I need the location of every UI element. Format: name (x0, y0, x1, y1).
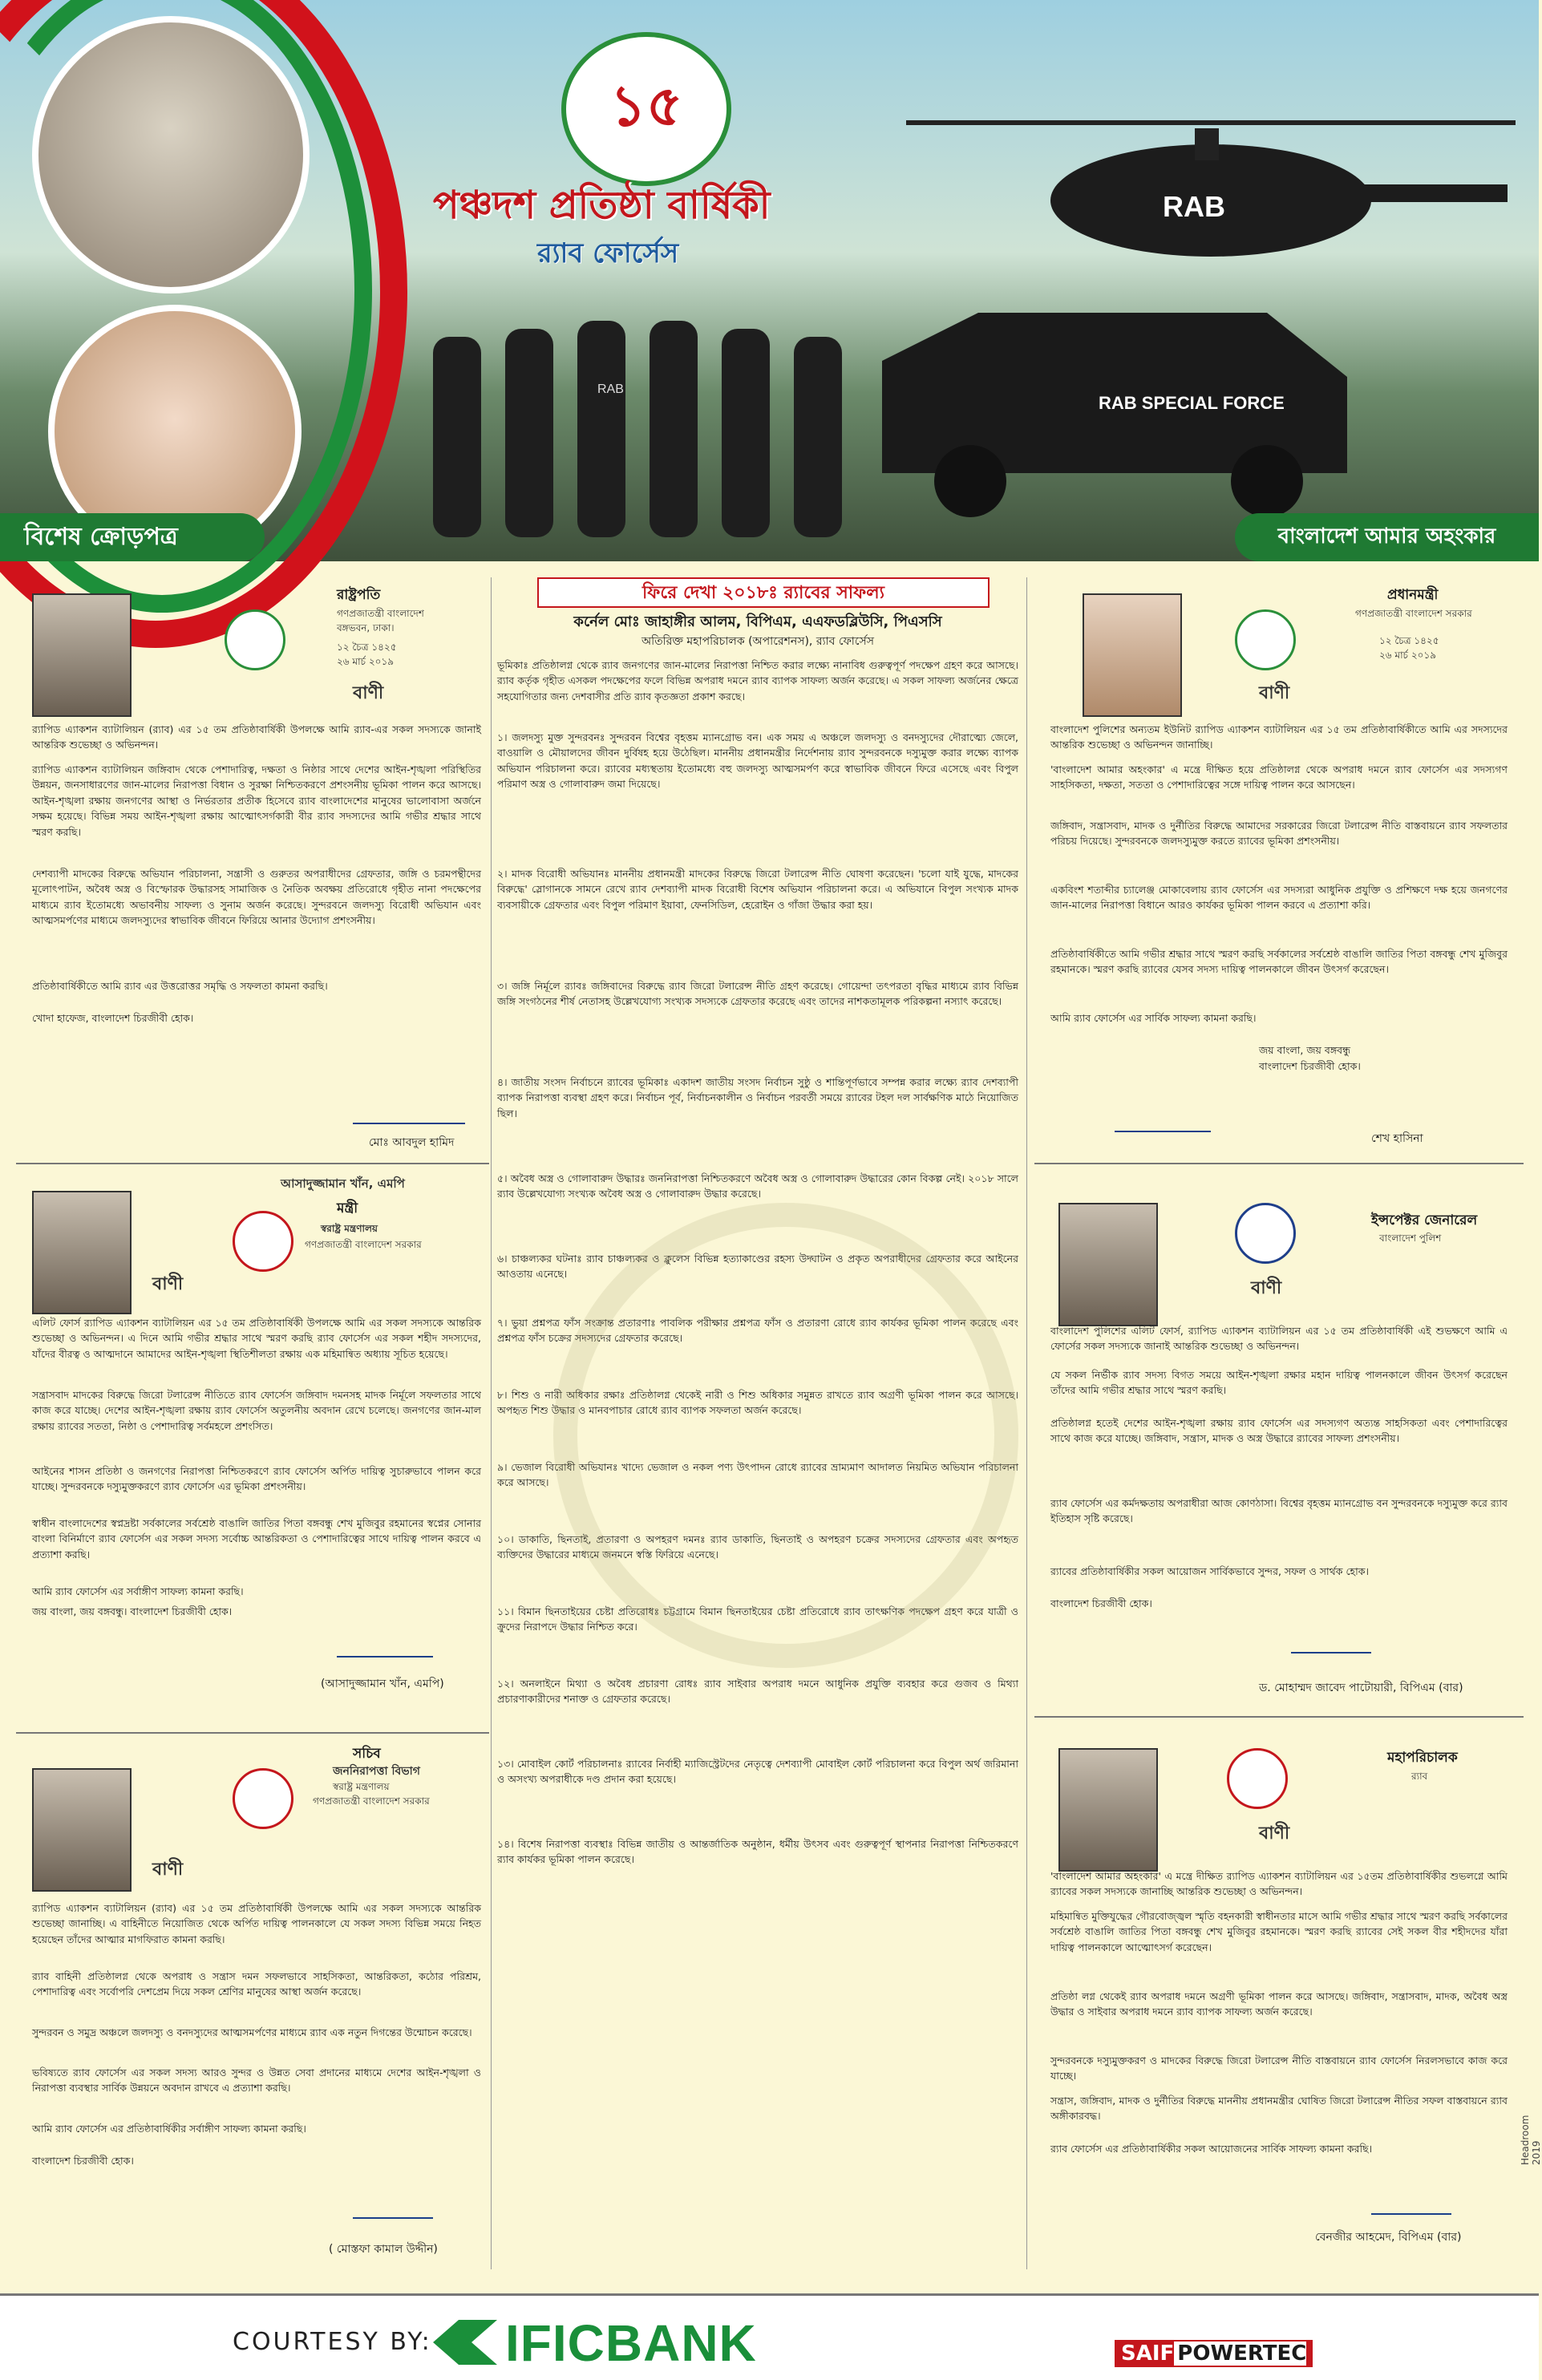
rab-emblem-icon (1227, 1748, 1288, 1809)
ific-bank-logo: IFICBANK (505, 2314, 757, 2372)
dg-para-6: র‍্যাব ফোর্সেস এর প্রতিষ্ঠাবার্ষিকীর সকল আয়োজনের সার্বিক সাফল্য কামনা করছি। (1050, 2143, 1373, 2155)
secretary-para-1: র‍্যাপিড এ্যাকশন ব্যাটালিয়ন (র‍্যাব) এর ১৫ তম প্রতিষ্ঠাবার্ষিকী উপলক্ষে আমি এর সকল সদস্যকে আন্তরিক শুভেচ্ছা জানাচ্ছি। এ বাহিনীতে নিয়োজিত থেকে অর্পিত দায়িত্ব পালনকালে যে সকল সদস্য বিভিন্ন সময়ে নিহত হয়েছেন তাঁদের আত্মার মাগফিরাত কামনা করছি। (32, 1902, 481, 1945)
pm-para-8: বাংলাদেশ চিরজীবী হোক। (1259, 1060, 1361, 1072)
president-name: মোঃ আবদুল হামিদ (369, 1136, 455, 1149)
article-author-role: অতিরিক্ত মহাপরিচালক (অপারেশনস), র‍্যাব ফোর্সেস (641, 635, 874, 648)
article-para: ৪। জাতীয় সংসদ নির্বাচনে র‍্যাবের ভূমিকাঃ একাদশ জাতীয় সংসদ নির্বাচন সুষ্ঠু ও শান্তিপূর্ণভাবে সম্পন্ন করার লক্ষ্যে র‍্যাব দেশব্যাপী ব্যাপক নিরাপত্তা ব্যবস্থা গ্রহণ করে। নির্বাচন পূর্ব, নির্বাচনকালীন ও নির্বাচন পরবর্তী সময়ে র‍্যাবের টহল দল সার্বক্ষণিক মাঠে নিয়োজিত ছিল। (497, 1076, 1018, 1119)
president-date-en: ২৬ মার্চ ২০১৯ (337, 656, 395, 667)
article-para: ১০। ডাকাতি, ছিনতাই, প্রতারণা ও অপহরণ দমনঃ র‍্যাব ডাকাতি, ছিনতাই ও অপহরণ চক্রের সদস্যদের গ্রেফতার এবং অপহৃত ব্যক্তিদের উদ্ধারের মাধ্যমে জনমনে স্বস্তি ফিরিয়ে এনেছে। (497, 1533, 1018, 1561)
dg-para-2: মহিমান্বিত মুক্তিযুদ্ধের গৌরবোজ্জ্বল স্মৃতি বহনকারী স্বাধীনতার মাসে আমি গভীর শ্রদ্ধার সাথে স্মরণ করছি সর্বকালের সর্বশ্রেষ্ঠ বাঙালি জাতির পিতা বঙ্গবন্ধু শেখ মুজিবুর রহমানকে। স্মরণ করছি র‍্যাবের সেই সকল বীর শহীদদের যাঁরা দায়িত্ব পালনকালে আত্মোৎসর্গ করেছেন। (1050, 1910, 1508, 1953)
column-divider-left (491, 577, 492, 2269)
pm-date-en: ২৬ মার্চ ২০১৯ (1379, 650, 1437, 661)
minister-signature (337, 1656, 433, 1658)
saif-powertec-logo (1115, 2340, 1313, 2367)
pm-para-2: 'বাংলাদেশ আমার অহংকার' এ মন্ত্রে দীক্ষিত হয়ে প্রতিষ্ঠালগ্ন থেকে অপরাধ দমনে র‍্যাব ফোর্সেস এর সদস্যগণ সাহসিকতা, দক্ষতা, সততা ও পেশাদারিত্বের সঙ্গে দায়িত্ব পালন করে আসছেন। (1050, 763, 1508, 791)
secretary-emblem-icon (233, 1768, 293, 1829)
igp-para-5: র‍্যাবের প্রতিষ্ঠাবার্ষিকীর সকল আয়োজন সার্বিকভাবে সুন্দর, সফল ও সার্থক হোক। (1050, 1565, 1369, 1577)
separator (16, 1163, 489, 1164)
minister-para-3: আইনের শাসন প্রতিষ্ঠা ও জনগণের নিরাপত্তা নিশ্চিতকরণে র‍্যাব ফোর্সেস অর্পিত দায়িত্ব সুচারুভাবে পালন করে যাচ্ছে। সুন্দরবনকে দস্যুমুক্তকরণে র‍্যাব ফোর্সেস এর ভূমিকা প্রশংসনীয়। (32, 1465, 481, 1493)
soldiers-image (417, 305, 866, 537)
pm-emblem-icon (1235, 609, 1296, 670)
separator (16, 1732, 489, 1734)
secretary-role: সচিব (353, 1746, 381, 1762)
minister-name: (আসাদুজ্জামান খাঁন, এমপি) (321, 1678, 444, 1690)
heli-label: RAB (1163, 190, 1225, 223)
president-para-5: খোদা হাফেজ, বাংলাদেশ চিরজীবী হোক। (32, 1012, 194, 1024)
president-org: গণপ্রজাতন্ত্রী বাংলাদেশ (337, 608, 424, 619)
minister-para-1: এলিট ফোর্স র‍্যাপিড এ্যাকশন ব্যাটালিয়ন এর ১৫ তম প্রতিষ্ঠাবার্ষিকী উপলক্ষে আমি এর সকল সদস্যকে আন্তরিক শুভেচ্ছা ও অভিনন্দন। এ দিনে আমি গভীর শ্রদ্ধার সাথে স্মরণ করছি র‍্যাব ফোর্সেস এর সকল শহীদ সদস্যদের, যাঁদের বীরত্ব ও আত্মদানে আমাদের আইন-শৃঙ্খলা স্থিতিশীলতা রক্ষায় এক মহিমান্বিত অধ্যায় সূচিত হয়েছে। (32, 1317, 481, 1360)
president-para-4: প্রতিষ্ঠাবার্ষিকীতে আমি র‍্যাব এর উত্তরোত্তর সমৃদ্ধি ও সফলতা কামনা করছি। (32, 980, 328, 992)
president-bani-heading: বাণী (353, 683, 384, 703)
article-para: ১৪। বিশেষ নিরাপত্তা ব্যবস্থাঃ বিভিন্ন জাতীয় ও আন্তর্জাতিক অনুষ্ঠান, ধর্মীয় উৎসব এবং গুরুত্বপূর্ণ স্থাপনার নিরাপত্তা নিশ্চিতকরণে র‍্যাব কার্যকর ভূমিকা পালন করেছে। (497, 1838, 1018, 1866)
article-para: ৩। জঙ্গি নির্মূলে র‍্যাবঃ জঙ্গিবাদের বিরুদ্ধে র‍্যাব জিরো টলারেন্স নীতি গ্রহণ করেছে। গোয়েন্দা তৎপরতা বৃদ্ধির মাধ্যমে র‍্যাব বিভিন্ন জঙ্গি সংগঠনের শীর্ষ নেতাসহ উল্লেখযোগ্য সংখ্যক সদস্যকে গ্রেফতার করেছে এবং তাদের নাশকতামূলক পরিকল্পনা নস্যাৎ করেছে। (497, 980, 1018, 1008)
rab-watermark-icon (553, 1203, 1018, 1668)
sponsor-footer (0, 2293, 1539, 2380)
dg-para-5: সন্ত্রাস, জঙ্গিবাদ, মাদক ও দুর্নীতির বিরুদ্ধে মাননীয় প্রধানমন্ত্রীর ঘোষিত জিরো টলারেন্স নীতির সফল বাস্তবায়নে র‍্যাব অঙ্গীকারবদ্ধ। (1050, 2095, 1508, 2123)
president-place: বঙ্গভবন, ঢাকা। (337, 622, 395, 633)
separator (1034, 1716, 1524, 1718)
dg-para-4: সুন্দরবনকে দস্যুমুক্তকরণ ও মাদকের বিরুদ্ধে জিরো টলারেন্স নীতি বাস্তবায়নে র‍্যাব ফোর্সেস নিরলসভাবে কাজ করে যাচ্ছে। (1050, 2054, 1508, 2082)
pm-signature (1115, 1131, 1211, 1132)
helicopter-image (906, 96, 1516, 281)
secretary-name: ( মোস্তফা কামাল উদ্দীন) (329, 2243, 438, 2256)
secretary-bani-heading: বাণী (152, 1860, 184, 1880)
separator (1034, 1163, 1524, 1164)
article-author: কর্নেল মোঃ জাহাঙ্গীর আলম, বিপিএম, এএফডব্লিউসি, পিএসসি (573, 613, 942, 630)
article-para: ১২। অনলাইনে মিথ্যা ও অবৈধ প্রচারণা রোধঃ র‍্যাব সাইবার অপরাধ দমনে আধুনিক প্রযুক্তি ব্যবহার করে গুজব ও মিথ্যা প্রচারণাকারীদের শনাক্ত ও গ্রেফতার করেছে। (497, 1678, 1018, 1706)
minister-para-6: জয় বাংলা, জয় বঙ্গবন্ধু। বাংলাদেশ চিরজীবী হোক। (32, 1605, 233, 1617)
ific-logo-icon (433, 2320, 497, 2365)
minister-para-2: সন্ত্রাসবাদ মাদকের বিরুদ্ধে জিরো টলারেন্স নীতিতে র‍্যাব ফোর্সেস জঙ্গিবাদ দমনসহ মাদক নির্মূলে সফলতার সাথে কাজ করে যাচ্ছে। দেশের আইন-শৃঙ্খলা রক্ষায় র‍্যাব ফোর্সেস অতুলনীয় অবদান রেখে চলেছে। জনগণের জান-মাল রক্ষায় র‍্যাবের সততা, নিষ্ঠা ও পেশাদারিত্ব সর্বমহলে প্রশংসিত। (32, 1389, 481, 1432)
minister-portrait (32, 1191, 132, 1314)
secretary-para-6: বাংলাদেশ চিরজীবী হোক। (32, 2155, 134, 2167)
anniversary-logo (561, 32, 731, 186)
article-para: ১১। বিমান ছিনতাইয়ের চেষ্টা প্রতিরোধঃ চট্টগ্রামে বিমান ছিনতাইয়ের চেষ্টা প্রতিরোধে র‍্যাব তাৎক্ষণিক পদক্ষেপ গ্রহণ করে যাত্রী ও ক্রুদের নিরাপদে উদ্ধার নিশ্চিত করে। (497, 1605, 1018, 1633)
igp-para-1: বাংলাদেশ পুলিশের এলিট ফোর্স, র‍্যাপিড এ্যাকশন ব্যাটালিয়ন এর ১৫ তম প্রতিষ্ঠাবার্ষিকী এই শুভক্ষণে আমি এ ফোর্সের সকল সদস্যকে জানাই আন্তরিক শুভেচ্ছা ও অভিনন্দন। (1050, 1325, 1508, 1353)
armored-vehicle-image (834, 265, 1395, 521)
igp-org: বাংলাদেশ পুলিশ (1379, 1232, 1442, 1244)
dg-role: মহাপরিচালক (1387, 1750, 1458, 1766)
dg-signature (1371, 2213, 1451, 2215)
courtesy-label: COURTESY BY: (233, 2328, 432, 2356)
saif-label: SAIF (1121, 2342, 1175, 2366)
pm-bani-heading: বাণী (1259, 683, 1290, 703)
column-divider-right (1026, 577, 1027, 2269)
article-para: ভূমিকাঃ প্রতিষ্ঠালগ্ন থেকে র‍্যাব জনগণের জান-মালের নিরাপত্তা নিশ্চিত করার লক্ষ্যে নানাবিধ গুরুত্বপূর্ণ পদক্ষেপ গ্রহণ করে আসছে। র‍্যাব কর্তৃক গৃহীত এসকল পদক্ষেপের ফলে বিভিন্ন অপরাধ দমনে র‍্যাব ব্যাপক সাফল্য অর্জন করেছে। এ সকল সাফল্য অর্জনের ক্ষেত্রে সহযোগিতার জন্য দেশবাসীর প্রতি র‍্যাব কৃতজ্ঞতা প্রকাশ করছে। (497, 659, 1018, 702)
article-para: ২। মাদক বিরোধী অভিযানঃ মাননীয় প্রধানমন্ত্রী মাদকের বিরুদ্ধে জিরো টলারেন্স নীতি ঘোষণা করেছেন। 'চলো যাই যুদ্ধে, মাদকের বিরুদ্ধে' স্লোগানকে সামনে রেখে র‍্যাব দেশব্যাপী মাদক বিরোধী বিশেষ অভিযান পরিচালনা করে। এ অভিযানে বিপুল সংখ্যক মাদক ব্যবসায়ীকে গ্রেফতার এবং বিপুল পরিমাণ ইয়াবা, ফেনসিডিল, হেরোইন ও গাঁজা উদ্ধার করা হয়। (497, 868, 1018, 911)
pm-org: গণপ্রজাতন্ত্রী বাংলাদেশ সরকার (1355, 608, 1472, 619)
igp-para-6: বাংলাদেশ চিরজীবী হোক। (1050, 1597, 1152, 1609)
secretary-division: জননিরাপত্তা বিভাগ (333, 1765, 420, 1778)
minister-para-4: স্বাধীন বাংলাদেশের স্বপ্নদ্রষ্টা সর্বকালের সর্বশ্রেষ্ঠ বাঙালি জাতির পিতা বঙ্গবন্ধু শেখ মুজিবুর রহমানের স্বপ্নের সোনার বাংলা বিনির্মাণে র‍্যাব ফোর্সেস এর সকল সদস্য সর্বোচ্চ আন্তরিকতা ও পেশাদারিত্বের সাথে দায়িত্ব পালন করবে এ প্রত্যাশা করছি। (32, 1517, 481, 1560)
article-para: ৯। ভেজাল বিরোধী অভিযানঃ খাদ্যে ভেজাল ও নকল পণ্য উৎপাদন রোধে র‍্যাবের ভ্রাম্যমাণ আদালত নিয়মিত অভিযান পরিচালনা করে আসছে। (497, 1461, 1018, 1489)
pm-para-5: প্রতিষ্ঠাবার্ষিকীতে আমি গভীর শ্রদ্ধার সাথে স্মরণ করছি সর্বকালের সর্বশ্রেষ্ঠ বাঙালি জাতির পিতা বঙ্গবন্ধু শেখ মুজিবুর রহমানকে। স্মরণ করছি র‍্যাবের যেসব সদস্য দায়িত্ব পালনকালে জীবন উৎসর্গ করেছেন। (1050, 948, 1508, 976)
igp-para-4: র‍্যাব ফোর্সেস এর কর্মদক্ষতায় অপরাধীরা আজ কোণঠাসা। বিশ্বের বৃহত্তম ম্যানগ্রোভ বন সুন্দরবনকে দস্যুমুক্ত করে র‍্যাব ইতিহাস সৃষ্টি করেছে। (1050, 1497, 1508, 1525)
dg-para-1: 'বাংলাদেশ আমার অহংকার' এ মন্ত্রে দীক্ষিত র‍্যাপিড এ্যাকশন ব্যাটালিয়ন এর ১৫তম প্রতিষ্ঠাবার্ষিকীর শুভলগ্নে আমি র‍্যাবের সকল সদস্যকে জানাচ্ছি আন্তরিক শুভেচ্ছা ও অভিনন্দন। (1050, 1870, 1508, 1898)
dg-para-3: প্রতিষ্ঠা লগ্ন থেকেই র‍্যাব অপরাধ দমনে অগ্রণী ভূমিকা পালন করে আসছে। জঙ্গিবাদ, সন্ত্রাসবাদ, মাদক, অবৈধ অস্ত্র উদ্ধার ও সাইবার অপরাধ দমনে র‍্যাব ব্যাপক সাফল্য অর্জন করেছে। (1050, 1990, 1508, 2018)
dg-name: বেনজীর আহমেদ, বিপিএম (বার) (1315, 2231, 1462, 2244)
minister-bani-heading: বাণী (152, 1274, 184, 1294)
anniversary-number: ১৫ (609, 71, 683, 139)
pm-para-7: জয় বাংলা, জয় বঙ্গবন্ধু (1259, 1044, 1350, 1056)
igp-para-3: প্রতিষ্ঠালগ্ন হতেই দেশের আইন-শৃঙ্খলা রক্ষায় র‍্যাব ফোর্সেস এর সদস্যগণ অত্যন্ত সাহসিকতা এবং পেশাদারিত্বের সাথে কাজ করে যাচ্ছে। জঙ্গিবাদ, সন্ত্রাস, মাদক ও অস্ত্র উদ্ধারে র‍্যাবের সাফল্য প্রশংসনীয়। (1050, 1417, 1508, 1445)
minister-name-top: আসাদুজ্জামান খাঁন, এমপি (281, 1176, 405, 1191)
secretary-para-5: আমি র‍্যাব ফোর্সেস এর প্রতিষ্ঠাবার্ষিকীর সর্বাঙ্গীণ সাফল্য কামনা করছি। (32, 2123, 306, 2135)
powertec-label: POWERTEC (1174, 2342, 1306, 2366)
car-label: RAB SPECIAL FORCE (1099, 393, 1285, 413)
secretary-portrait (32, 1768, 132, 1892)
igp-para-2: যে সকল নির্ভীক র‍্যাব সদস্য বিগত সময়ে আইন-শৃঙ্খলা রক্ষার মহান দায়িত্ব পালনকালে জীবন উৎসর্গ করেছেন তাঁদের আমি গভীর শ্রদ্ধার সাথে স্মরণ করছি। (1050, 1369, 1508, 1397)
pm-role: প্রধানমন্ত্রী (1387, 587, 1439, 603)
igp-portrait (1058, 1203, 1158, 1326)
vertical-credit: Headroom 2019 (1520, 2115, 1542, 2165)
minister-ministry: স্বরাষ্ট্র মন্ত্রণালয় (321, 1223, 378, 1234)
pm-name: শেখ হাসিনা (1371, 1132, 1423, 1145)
dg-org: র‍্যাব (1411, 1771, 1428, 1782)
pm-portrait (1083, 593, 1182, 717)
secretary-org: গণপ্রজাতন্ত্রী বাংলাদেশ সরকার (313, 1795, 430, 1807)
president-date-bn: ১২ চৈত্র ১৪২৫ (337, 642, 397, 653)
article-para: ৭। ভুয়া প্রশ্নপত্র ফাঁস সংক্রান্ত প্রতারণাঃ পাবলিক পরীক্ষার প্রশ্নপত্র ফাঁস ও প্রতারণা রোধে র‍্যাব কার্যকর ভূমিকা পালন করেছে এবং প্রশ্নপত্র ফাঁস চক্রের সদস্যদের গ্রেফতার করেছে। (497, 1317, 1018, 1345)
article-heading: ফিরে দেখা ২০১৮ঃ র‍্যাবের সাফল্য (537, 577, 990, 608)
minister-org: গণপ্রজাতন্ত্রী বাংলাদেশ সরকার (305, 1239, 422, 1250)
article-para: ১। জলদস্যু মুক্ত সুন্দরবনঃ সুন্দরবন বিশ্বের বৃহত্তম ম্যানগ্রোভ বন। এক সময় এ অঞ্চলে জলদস্যু ও বনদস্যুদের দৌরাত্ম্যে জেলে, বাওয়ালি ও মৌয়ালদের জীবন দুর্বিষহ হয়ে উঠেছিল। মাননীয় প্রধানমন্ত্রীর নির্দেশনায় র‍্যাব সুন্দরবনকে দস্যুমুক্ত করার লক্ষ্যে ব্যাপক অভিযান পরিচালনা করে। র‍্যাবের মধ্যস্থতায় ইতোমধ্যে বহু জলদস্যু আত্মসমর্পণ করে স্বাভাবিক জীবনে ফিরে এসেছে এবং বিপুল পরিমাণ অস্ত্র ও গোলাবারুদ জমা দিয়েছে। (497, 731, 1018, 791)
secretary-para-3: সুন্দরবন ও সমুদ্র অঞ্চলে জলদস্যু ও বনদস্যুদের আত্মসমর্পণের মাধ্যমে র‍্যাব এক নতুন দিগন্তের উন্মোচন করেছে। (32, 2026, 472, 2038)
secretary-ministry: স্বরাষ্ট্র মন্ত্রণালয় (333, 1781, 390, 1792)
soldier-label: RAB (597, 382, 624, 396)
president-para-1: র‍্যাপিড এ্যাকশন ব্যাটালিয়ন (র‍্যাব) এর ১৫ তম প্রতিষ্ঠাবার্ষিকী উপলক্ষে আমি র‍্যাব-এর সকল সদস্যকে জানাই আন্তরিক শুভেচ্ছা ও অভিনন্দন। (32, 723, 481, 751)
pm-para-6: আমি র‍্যাব ফোর্সেস এর সার্বিক সাফল্য কামনা করছি। (1050, 1012, 1257, 1024)
president-para-3: দেশব্যাপী মাদকের বিরুদ্ধে অভিযান পরিচালনা, সন্ত্রাসী ও গুরুতর অপরাধীদের গ্রেফতার, জঙ্গি ও চরমপন্থীদের মূলোৎপাটন, অবৈধ অস্ত্র ও বিস্ফোরক উদ্ধারসহ সামাজিক ও নৈতিক অবক্ষয় প্রতিরোধে গৃহীত নানা পদক্ষেপের মাধ্যমে র‍্যাব ইতোমধ্যে অভাবনীয় সাফল্য ও সুনাম অর্জন করেছে। সুন্দরবনে জলদস্যু বিরোধী অভিযান এবং আত্মসমর্পণের মাধ্যমে জলদস্যুদের স্বাভাবিক জীবনে ফিরিয়ে আনার উদ্যোগ প্রশংসনীয়। (32, 868, 481, 927)
secretary-signature (353, 2217, 433, 2219)
dg-bani-heading: বাণী (1259, 1823, 1290, 1844)
igp-signature (1291, 1652, 1371, 1653)
igp-role: ইন্সপেক্টর জেনারেল (1371, 1212, 1478, 1228)
minister-role: মন্ত্রী (337, 1200, 358, 1216)
secretary-para-4: ভবিষ্যতে র‍্যাব ফোর্সেস এর সকল সদস্য আরও সুন্দর ও উন্নত সেবা প্রদানের মাধ্যমে দেশের আইন-শৃঙ্খলা ও নিরাপত্তা ব্যবস্থার সার্বিক উন্নয়নে অবদান রাখবে এ প্রত্যাশা করছি। (32, 2066, 481, 2095)
bangabandhu-photo (32, 16, 310, 293)
pm-para-1: বাংলাদেশ পুলিশের অন্যতম ইউনিট র‍্যাপিড এ্যাকশন ব্যাটালিয়ন এর ১৫ তম প্রতিষ্ঠাবার্ষিকীতে আমি এর সদস্যদের আন্তরিক শুভেচ্ছা ও অভিনন্দন জানাচ্ছি। (1050, 723, 1508, 751)
igp-name: ড. মোহাম্মদ জাবেদ পাটোয়ারী, বিপিএম (বার) (1259, 1682, 1463, 1694)
pm-date-bn: ১২ চৈত্র ১৪২৫ (1379, 635, 1439, 646)
special-supplement-badge: বিশেষ ক্রোড়পত্র (0, 513, 265, 561)
article-para: ১৩। মোবাইল কোর্ট পরিচালনাঃ র‍্যাবের নির্বাহী ম্যাজিস্ট্রেটদের নেতৃত্বে দেশব্যাপী মোবাইল কোর্ট পরিচালনা করে বিপুল অর্থ জরিমানা ও অসংখ্য অপরাধীকে দণ্ড প্রদান করা হয়েছে। (497, 1758, 1018, 1786)
police-emblem-icon (1235, 1203, 1296, 1264)
president-para-2: র‍্যাপিড এ্যাকশন ব্যাটালিয়ন জঙ্গিবাদ থেকে পেশাদারিত্ব, দক্ষতা ও নিষ্ঠার সাথে দেশের আইন-শৃঙ্খলা পরিস্থিতির উন্নয়ন, জনসাধারণের জান-মালের নিরাপত্তা বিধান ও সুরক্ষা নিশ্চিতকরণে প্রশংসনীয় ভূমিকা পালন করে আসছে। আইন-শৃঙ্খলা রক্ষায় জনগণের আস্থা ও নির্ভরতার প্রতীক হিসেবে র‍্যাব বাংলাদেশের মানুষের ভালোবাসা অর্জনে সক্ষম হয়েছে। বিভিন্ন সময় আইন-শৃঙ্খলা রক্ষায় আত্মোৎসর্গকারী বীর র‍্যাব সদস্যদের আমি গভীর শ্রদ্ধার সাথে স্মরণ করছি। (32, 763, 481, 838)
article-para: ৫। অবৈধ অস্ত্র ও গোলাবারুদ উদ্ধারঃ জননিরাপত্তা নিশ্চিতকরণে অবৈধ অস্ত্র ও গোলাবারুদ উদ্ধারের কোন বিকল্প নেই। ২০১৮ সালে র‍্যাব উল্লেখযোগ্য সংখ্যক অবৈধ অস্ত্র ও গোলাবারুদ উদ্ধার করেছে। (497, 1172, 1018, 1200)
article-para: ৬। চাঞ্চল্যকর ঘটনাঃ র‍্যাব চাঞ্চল্যকর ও ক্লুলেস বিভিন্ন হত্যাকাণ্ডের রহস্য উদ্ঘাটন ও প্রকৃত অপরাধীদের গ্রেফতার করে আইনের আওতায় এনেছে। (497, 1253, 1018, 1281)
secretary-para-2: র‍্যাব বাহিনী প্রতিষ্ঠালগ্ন থেকে অপরাধ ও সন্ত্রাস দমন সফলভাবে সাহসিকতা, আন্তরিকতা, কঠোর পরিশ্রম, পেশাদারিত্ব এবং সর্বোপরি দেশপ্রেম দিয়ে সকল শ্রেণির মানুষের আস্থা অর্জন করেছে। (32, 1970, 481, 1998)
pm-para-4: একবিংশ শতাব্দীর চ্যালেঞ্জ মোকাবেলায় র‍্যাব ফোর্সেস এর সদস্যরা আধুনিক প্রযুক্তি ও প্রশিক্ষণে দক্ষ হয়ে জনগণের জান-মালের নিরাপত্তা বিধানে আরও কার্যকর ভূমিকা পালন করবে এ প্রত্যাশা করি। (1050, 884, 1508, 912)
header-banner (0, 0, 1539, 561)
pm-para-3: জঙ্গিবাদ, সন্ত্রাসবাদ, মাদক ও দুর্নীতির বিরুদ্ধে আমাদের সরকারের জিরো টলারেন্স নীতি বাস্তবায়নে র‍্যাব সফলতার পরিচয় দিয়েছে। সুন্দরবনকে জলদস্যুমুক্ত করতে র‍্যাবের ভূমিকা প্রশংসনীয়। (1050, 820, 1508, 848)
dg-portrait (1058, 1748, 1158, 1872)
slogan-badge: বাংলাদেশ আমার অহংকার (1235, 513, 1539, 561)
president-portrait (32, 593, 132, 717)
banner-subtitle: র‍্যাব ফোর্সেস (537, 237, 679, 269)
minister-emblem-icon (233, 1211, 293, 1272)
president-signature (353, 1123, 465, 1124)
minister-para-5: আমি র‍্যাব ফোর্সেস এর সর্বাঙ্গীণ সাফল্য কামনা করছি। (32, 1585, 244, 1597)
banner-title: পঞ্চদশ প্রতিষ্ঠা বার্ষিকী (433, 183, 771, 228)
president-role: রাষ্ট্রপতি (337, 587, 381, 603)
article-para: ৮। শিশু ও নারী অধিকার রক্ষাঃ প্রতিষ্ঠালগ্ন থেকেই নারী ও শিশু অধিকার সমুন্নত রাখতে র‍্যাব অগ্রণী ভূমিকা পালন করে আসছে। অপহৃত শিশু উদ্ধার ও মানবপাচার রোধে র‍্যাব ব্যাপক সফলতা অর্জন করেছে। (497, 1389, 1018, 1417)
president-emblem-icon (225, 609, 285, 670)
igp-bani-heading: বাণী (1251, 1278, 1282, 1298)
